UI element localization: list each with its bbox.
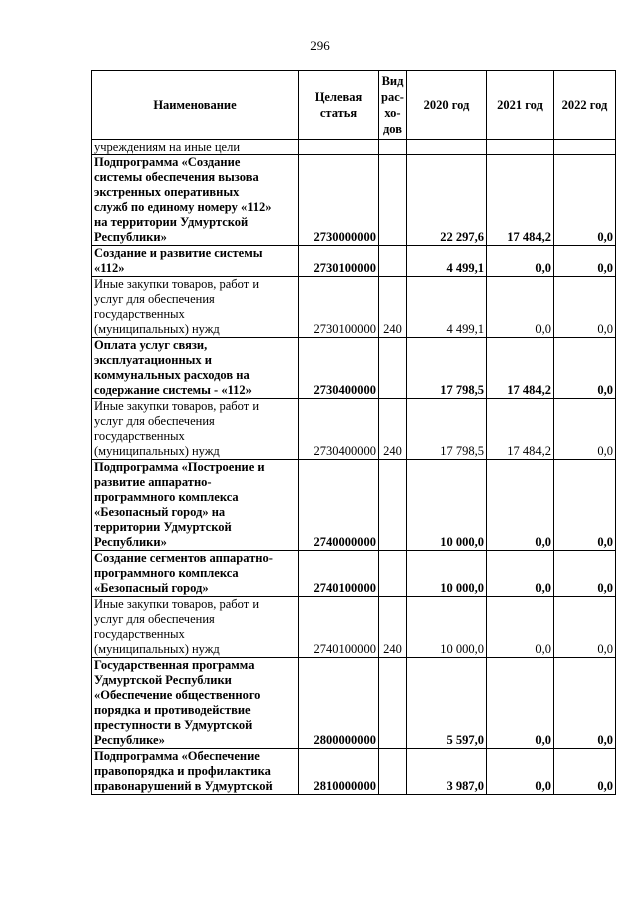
row-name-line: преступности в Удмуртской: [94, 718, 253, 732]
row-name: [92, 399, 299, 460]
row-target: 2730400000: [299, 399, 379, 460]
row-2021: 0,0: [487, 551, 554, 597]
row-vid: 240: [379, 399, 407, 460]
row-target: 2730000000: [299, 155, 379, 246]
row-vid: [379, 658, 407, 749]
row-target: 2730100000: [299, 277, 379, 338]
header-2020: 2020 год: [407, 71, 487, 140]
row-target: 2740000000: [299, 460, 379, 551]
row-name-line: (муниципальных) нужд: [94, 444, 220, 458]
row-name-line: служб по единому номеру «112»: [94, 200, 272, 214]
row-name-line: государственных: [94, 307, 185, 321]
row-2022: 0,0: [554, 749, 616, 795]
row-name-line: программного комплекса: [94, 490, 239, 504]
row-2022: 0,0: [554, 399, 616, 460]
row-name: [92, 749, 299, 795]
row-2020: 10 000,0: [407, 460, 487, 551]
row-target: 2730100000: [299, 246, 379, 277]
row-name-line: Создание сегментов аппаратно-: [94, 551, 273, 565]
row-2020: 10 000,0: [407, 551, 487, 597]
row-name: [92, 338, 299, 399]
row-name: [92, 246, 299, 277]
row-name: [92, 597, 299, 658]
row-2020: 4 499,1: [407, 246, 487, 277]
row-name-line: Иные закупки товаров, работ и: [94, 597, 260, 611]
row-2021: 0,0: [487, 658, 554, 749]
header-target: Целевая статья: [299, 71, 379, 140]
row-name-line: услуг для обеспечения: [94, 612, 215, 626]
table-row: [92, 551, 616, 597]
table-row: [92, 155, 616, 246]
row-vid: [379, 749, 407, 795]
row-name-line: содержание системы - «112»: [94, 383, 252, 397]
row-2020: 22 297,6: [407, 155, 487, 246]
row-name-line: «Обеспечение общественного: [94, 688, 261, 702]
row-name-line: коммунальных расходов на: [94, 368, 250, 382]
row-vid: 240: [379, 597, 407, 658]
row-name: [92, 460, 299, 551]
row-name-line: системы обеспечения вызова: [94, 170, 259, 184]
row-name-line: Подпрограмма «Обеспечение: [94, 749, 260, 763]
row-name-line: экстренных оперативных: [94, 185, 240, 199]
row-name: [92, 140, 299, 155]
row-target: 2810000000: [299, 749, 379, 795]
row-name-line: развитие аппаратно-: [94, 475, 212, 489]
row-vid: [379, 155, 407, 246]
row-2022: 0,0: [554, 551, 616, 597]
table-header-row: [92, 71, 616, 140]
row-2021: 17 484,2: [487, 399, 554, 460]
page-number: 296: [310, 38, 330, 53]
row-name-line: Республики»: [94, 230, 167, 244]
row-name-line: на территории Удмуртской: [94, 215, 249, 229]
row-2022: 0,0: [554, 460, 616, 551]
row-name: [92, 277, 299, 338]
row-2022: 0,0: [554, 338, 616, 399]
row-vid: [379, 140, 407, 155]
row-vid: [379, 460, 407, 551]
row-name-line: территории Удмуртской: [94, 520, 232, 534]
row-2022: 0,0: [554, 246, 616, 277]
row-name-line: Республики»: [94, 535, 167, 549]
row-name-line: (муниципальных) нужд: [94, 642, 220, 656]
row-target: 2800000000: [299, 658, 379, 749]
header-2021: 2021 год: [487, 71, 554, 140]
row-2020: 17 798,5: [407, 338, 487, 399]
row-name-line: государственных: [94, 429, 185, 443]
table-row: [92, 658, 616, 749]
row-name-line: услуг для обеспечения: [94, 414, 215, 428]
row-name: [92, 658, 299, 749]
row-2020: 5 597,0: [407, 658, 487, 749]
row-name-line: (муниципальных) нужд: [94, 322, 220, 336]
row-target: 2740100000: [299, 551, 379, 597]
row-name-line: услуг для обеспечения: [94, 292, 215, 306]
table-row: [92, 277, 616, 338]
row-name-line: Иные закупки товаров, работ и: [94, 277, 260, 291]
table-row: [92, 399, 616, 460]
row-vid: 240: [379, 277, 407, 338]
row-2021: 0,0: [487, 246, 554, 277]
header-name: Наименование: [92, 71, 299, 140]
table-row: [92, 460, 616, 551]
row-name-line: государственных: [94, 627, 185, 641]
row-2022: [554, 140, 616, 155]
row-target: 2730400000: [299, 338, 379, 399]
row-name-line: эксплуатационных и: [94, 353, 213, 367]
row-name-line: Создание и развитие системы: [94, 246, 263, 260]
row-2021: 0,0: [487, 597, 554, 658]
row-2022: 0,0: [554, 155, 616, 246]
row-name-line: Подпрограмма «Создание: [94, 155, 241, 169]
row-name-line: Государственная программа: [94, 658, 255, 672]
header-2022: 2022 год: [554, 71, 616, 140]
row-2021: 0,0: [487, 749, 554, 795]
budget-table: [91, 70, 616, 795]
row-target: 2740100000: [299, 597, 379, 658]
row-vid: [379, 551, 407, 597]
table-row: [92, 749, 616, 795]
row-2021: 0,0: [487, 460, 554, 551]
row-vid: [379, 338, 407, 399]
row-name-line: «Безопасный город»: [94, 581, 209, 595]
table-row: [92, 338, 616, 399]
row-2021: 0,0: [487, 277, 554, 338]
row-name-line: программного комплекса: [94, 566, 239, 580]
row-name-line: учреждениям на иные цели: [94, 140, 241, 154]
row-name-line: Иные закупки товаров, работ и: [94, 399, 260, 413]
row-name-line: Оплата услуг связи,: [94, 338, 208, 352]
row-2020: 10 000,0: [407, 597, 487, 658]
row-target: [299, 140, 379, 155]
row-name-line: Республике»: [94, 733, 165, 747]
row-2021: [487, 140, 554, 155]
row-2020: 3 987,0: [407, 749, 487, 795]
row-2021: 17 484,2: [487, 338, 554, 399]
header-vid: Вид рас- хо- дов: [379, 71, 407, 140]
row-name: [92, 551, 299, 597]
row-2020: 17 798,5: [407, 399, 487, 460]
row-2022: 0,0: [554, 658, 616, 749]
table-row: [92, 246, 616, 277]
row-2021: 17 484,2: [487, 155, 554, 246]
row-name-line: «112»: [94, 261, 125, 275]
row-name-line: правонарушений в Удмуртской: [94, 779, 273, 793]
row-vid: [379, 246, 407, 277]
row-2022: 0,0: [554, 597, 616, 658]
table-row: [92, 140, 616, 155]
row-name-line: Подпрограмма «Построение и: [94, 460, 265, 474]
row-name: [92, 155, 299, 246]
row-name-line: порядка и противодействие: [94, 703, 251, 717]
table-row: [92, 597, 616, 658]
row-2020: 4 499,1: [407, 277, 487, 338]
row-name-line: правопорядка и профилактика: [94, 764, 271, 778]
row-name-line: Удмуртской Республики: [94, 673, 232, 687]
row-name-line: «Безопасный город» на: [94, 505, 226, 519]
row-2022: 0,0: [554, 277, 616, 338]
row-2020: [407, 140, 487, 155]
